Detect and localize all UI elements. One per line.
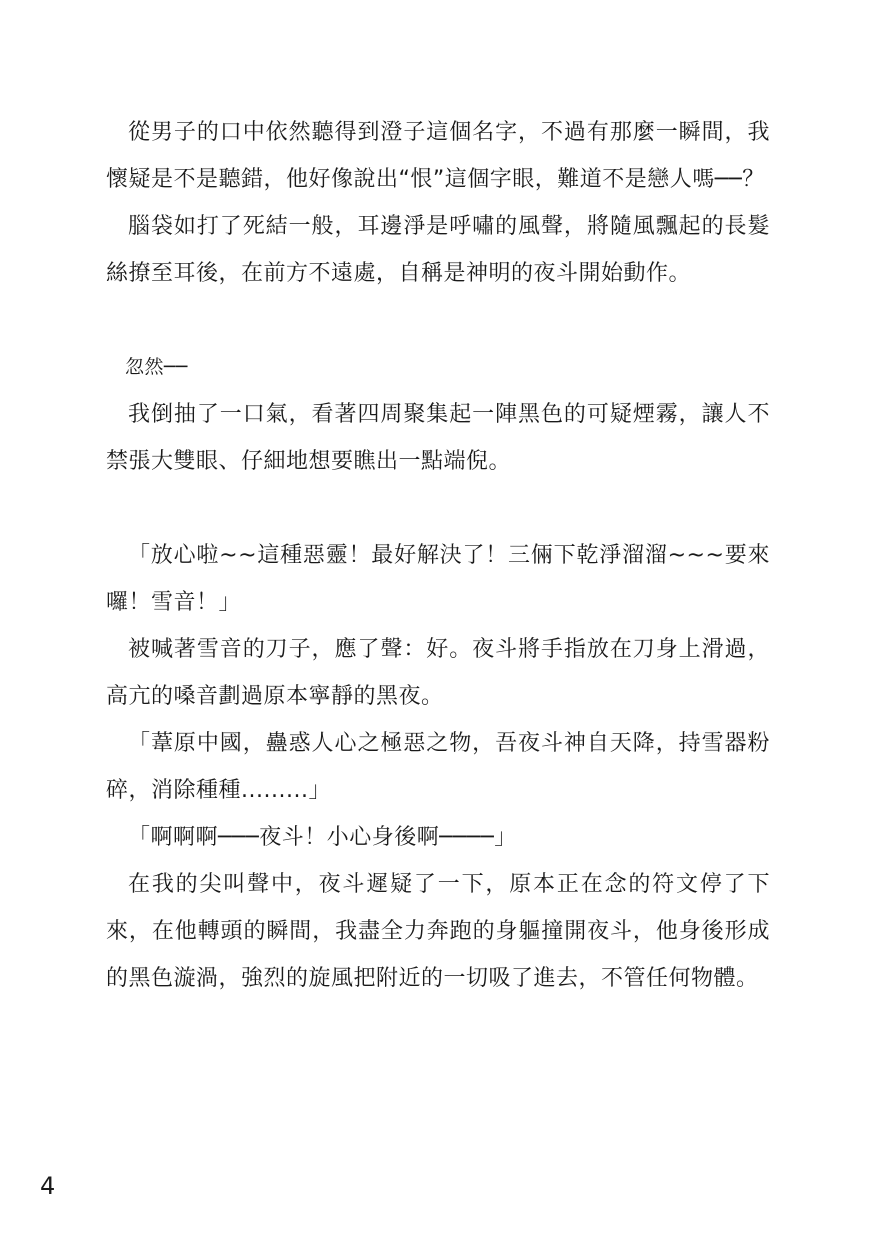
paragraph-9: 在我的尖叫聲中，夜斗遲疑了一下，原本正在念的符文停了下來，在他轉頭的瞬間，我盡全力奔跑的身軀撞開夜斗，他身後形成的黑色漩渦，強烈的旋風把附近的一切吸了進去，不管任何物體。 bbox=[106, 872, 770, 991]
paragraph-1: 從男子的口中依然聽得到澄子這個名字，不過有那麼一瞬間，我懷疑是不是聽錯，他好像說出“恨”這個字眼，難道不是戀人嗎──？ bbox=[106, 120, 770, 192]
body-text bbox=[106, 109, 770, 1002]
paragraph-gap bbox=[106, 485, 770, 532]
paragraph-8: 「啊啊啊───夜斗！小心身後啊────」 bbox=[128, 825, 517, 850]
paragraph-5: 「放心啦~~這種惡靈！最好解決了！三倆下乾淨溜溜~~~要來囉！雪音！」 bbox=[106, 543, 770, 615]
page-number: 4 bbox=[40, 1172, 56, 1200]
paragraph-6: 被喊著雪音的刀子，應了聲：好。夜斗將手指放在刀身上滑過，高亢的嗓音劃過原本寧靜的黑夜。 bbox=[106, 637, 770, 709]
paragraph-3: 忽然── bbox=[125, 356, 188, 378]
paragraph-2: 腦袋如打了死結一般，耳邊淨是呼嘯的風聲，將隨風飄起的長髮絲撩至耳後，在前方不遠處，自稱是神明的夜斗開始動作。 bbox=[106, 214, 770, 286]
paragraph-7: 「葦原中國，蠱惑人心之極惡之物，吾夜斗神自天降，持雪器粉碎，消除種種.........」 bbox=[106, 731, 770, 803]
paragraph-4: 我倒抽了一口氣，看著四周聚集起一陣黑色的可疑煙霧，讓人不禁張大雙眼、仔細地想要瞧出一點端倪。 bbox=[106, 402, 770, 474]
paragraph-gap bbox=[106, 297, 770, 344]
